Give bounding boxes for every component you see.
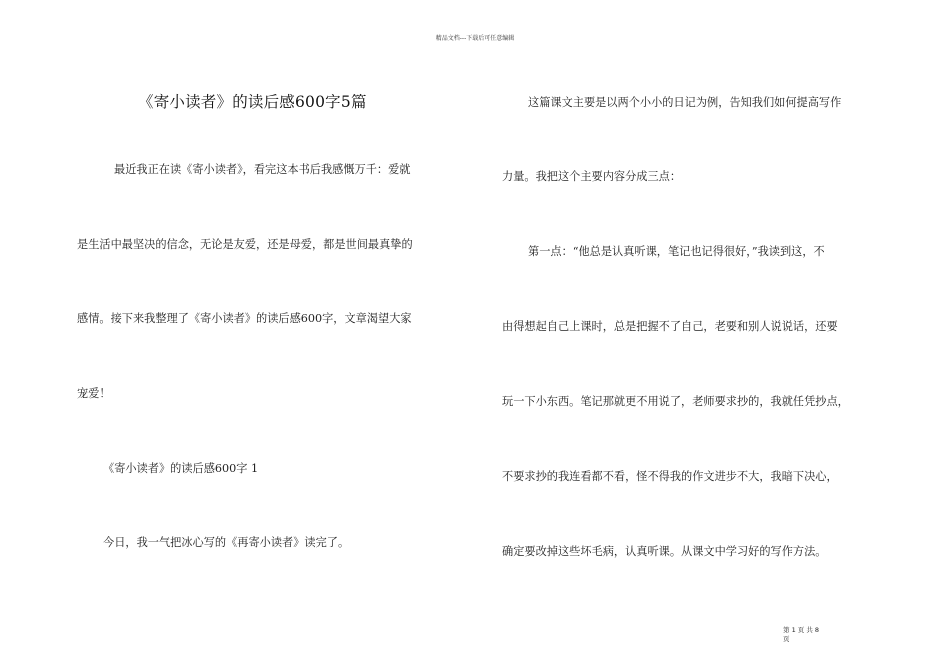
left-paragraph-line: 宠爱！ (77, 387, 111, 400)
section-heading: 《寄小读者》的读后感600字 1 (103, 462, 259, 475)
left-paragraph-line: 感情。接下来我整理了《寄小读者》的读后感600字，文章渴望大家 (77, 312, 412, 325)
left-paragraph-line: 是生活中最坚决的信念，无论是友爱，还是母爱，都是世间最真挚的 (77, 238, 413, 251)
right-paragraph-line: 玩一下小东西。笔记那就更不用说了，老师要求抄的，我就任凭抄点， (502, 395, 849, 408)
right-paragraph-line: 力量。我把这个主要内容分成三点： (502, 170, 682, 183)
page-header: 精品文档---下载后可任意编辑 (435, 35, 515, 42)
page-number: 第 1 页 共 8 页 (783, 626, 820, 643)
right-paragraph-line: 不要求抄的我连看都不看，怪不得我的作文进步不大，我暗下决心， (502, 470, 838, 483)
right-paragraph-line: 这篇课文主要是以两个小小的日记为例，告知我们如何提高写作 (528, 96, 842, 109)
right-paragraph-line: 由得想起自己上课时，总是把握不了自己，老要和别人说说话，还要 (502, 320, 838, 333)
right-paragraph-line: 确定要改掉这些坏毛病，认真听课。从课文中学习好的写作方法。 (502, 545, 827, 558)
document-title: 《寄小读者》的读后感600字5篇 (138, 93, 367, 111)
right-paragraph-line: 第一点：“他总是认真听课，笔记也记得很好，”我读到这，不 (528, 245, 825, 258)
left-paragraph-line: 最近我正在读《寄小读者》，看完这本书后我感慨万千：爱就 (114, 163, 411, 176)
left-paragraph-line: 今日，我一气把冰心写的《再寄小读者》读完了。 (103, 536, 350, 549)
